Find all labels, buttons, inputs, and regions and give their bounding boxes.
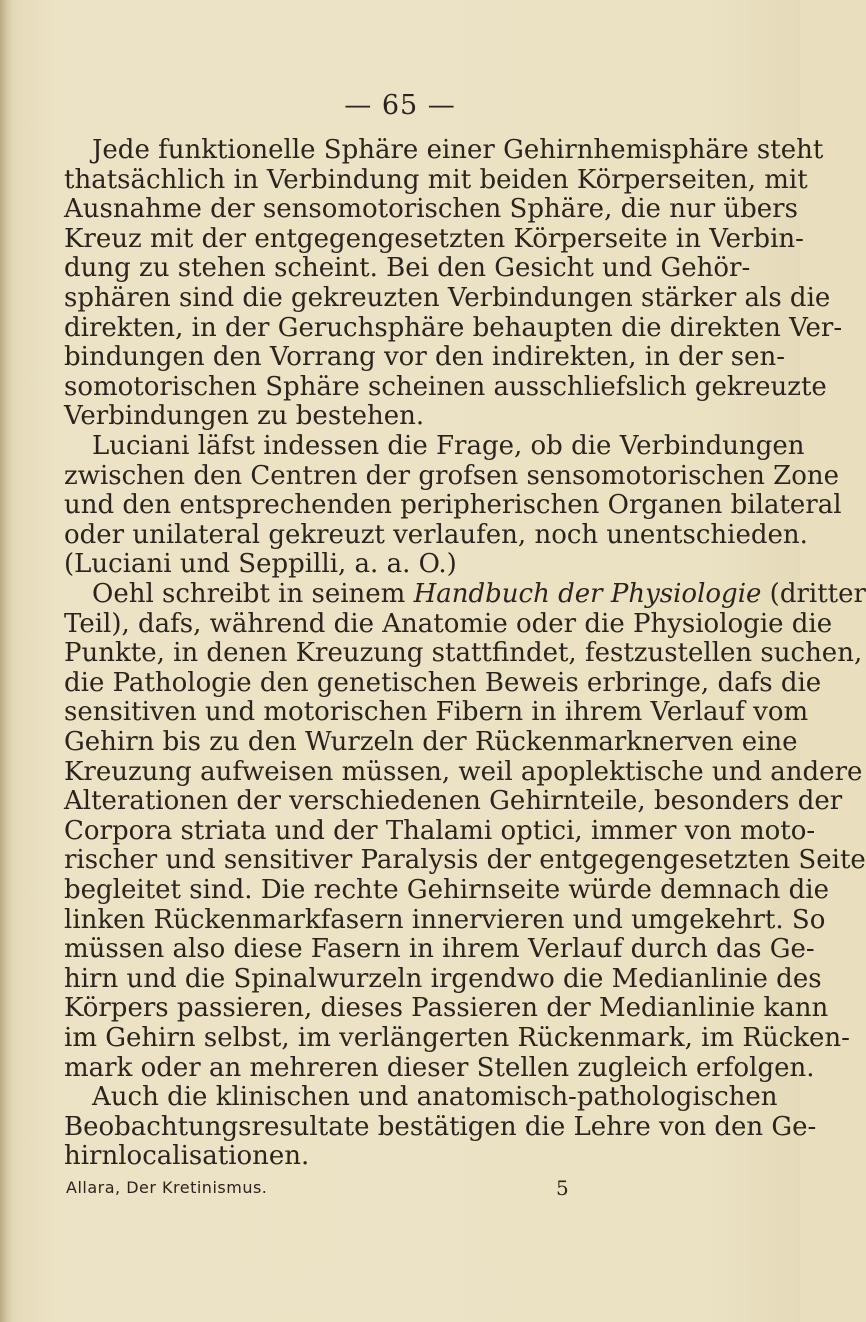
text-line: müssen also diese Fasern in ihrem Verlauf durch das Ge- — [64, 934, 815, 965]
text-line-with-title — [92, 579, 866, 609]
text-segment: Oehl schreibt in seinem — [92, 579, 406, 609]
text-line: hirn und die Spinalwurzeln irgendwo die Medianlinie des — [64, 963, 822, 994]
text-line: oder unilateral gekreuzt verlaufen, noch unentschieden. — [64, 519, 808, 550]
text-line: dung zu stehen scheint. Bei den Gesicht und Gehör- — [64, 253, 751, 284]
text-line: Alterationen der verschiedenen Gehirnteile, besonders der — [64, 786, 843, 817]
text-segment: (dritter — [769, 579, 866, 609]
text-line: direkten, in der Geruchsphäre behaupten die direkten Ver- — [64, 312, 843, 343]
page-number: — 65 — — [344, 90, 456, 121]
text-line: Beobachtungsresultate bestätigen die Lehre von den Ge- — [64, 1111, 817, 1142]
text-line: (Luciani und Seppilli, a. a. O.) — [64, 549, 457, 580]
text-line: mark oder an mehreren dieser Stellen zugleich erfolgen. — [64, 1052, 815, 1083]
book-title: Handbuch der Physiologie — [413, 579, 762, 609]
text-line: linken Rückenmarkfasern innervieren und umgekehrt. So — [64, 904, 826, 935]
text-line: rischer und sensitiver Paralysis der entgegengesetzten Seite — [64, 845, 866, 876]
text-line: und den entsprechenden peripherischen Organen bilateral — [64, 490, 842, 521]
text-line: Luciani läfst indessen die Frage, ob die Verbindungen — [92, 431, 805, 461]
text-line: Gehirn bis zu den Wurzeln der Rückenmarknerven eine — [64, 727, 798, 757]
text-line: im Gehirn selbst, im verlängerten Rückenmark, im Rücken- — [64, 1023, 850, 1053]
text-line: Kreuz mit der entgegengesetzten Körperseite in Verbin- — [64, 223, 804, 254]
text-line: Ausnahme der sensomotorischen Sphäre, die nur übers — [64, 194, 798, 225]
text-line: Jede funktionelle Sphäre einer Gehirnhemisphäre steht — [92, 135, 824, 165]
signature-mark: 5 — [556, 1176, 569, 1200]
text-line: Corpora striata und der Thalami optici, immer von moto- — [64, 815, 816, 846]
text-line: Teil), dafs, während die Anatomie oder die Physiologie die — [64, 608, 833, 639]
text-line: zwischen den Centren der grofsen sensomotorischen Zone — [64, 460, 839, 491]
text-line: somotorischen Sphäre scheinen ausschliefslich gekreuzte — [64, 371, 827, 402]
text-line: sensitiven und motorischen Fibern in ihrem Verlauf vom — [64, 697, 809, 728]
text-line: Verbindungen zu bestehen. — [64, 401, 425, 432]
text-line: begleitet sind. Die rechte Gehirnseite würde demnach die — [64, 875, 829, 905]
text-line: Körpers passieren, dieses Passieren der Medianlinie kann — [64, 993, 829, 1024]
text-line: Kreuzung aufweisen müssen, weil apoplektische und andere — [64, 756, 863, 787]
text-line: bindungen den Vorrang vor den indirekten, in der sen- — [64, 342, 786, 373]
text-line: thatsächlich in Verbindung mit beiden Körperseiten, mit — [64, 164, 808, 195]
running-title: Allara, Der Kretinismus. — [66, 1178, 268, 1197]
text-line: Punkte, in denen Kreuzung stattfindet, festzustellen suchen, — [64, 638, 863, 669]
text-line: hirnlocalisationen. — [64, 1141, 310, 1172]
text-line: die Pathologie den genetischen Beweis erbringe, dafs die — [64, 667, 822, 698]
spine-shadow — [0, 0, 12, 1322]
text-line: sphären sind die gekreuzten Verbindungen stärker als die — [64, 283, 831, 313]
text-line: Auch die klinischen und anatomisch-pathologischen — [92, 1082, 778, 1113]
